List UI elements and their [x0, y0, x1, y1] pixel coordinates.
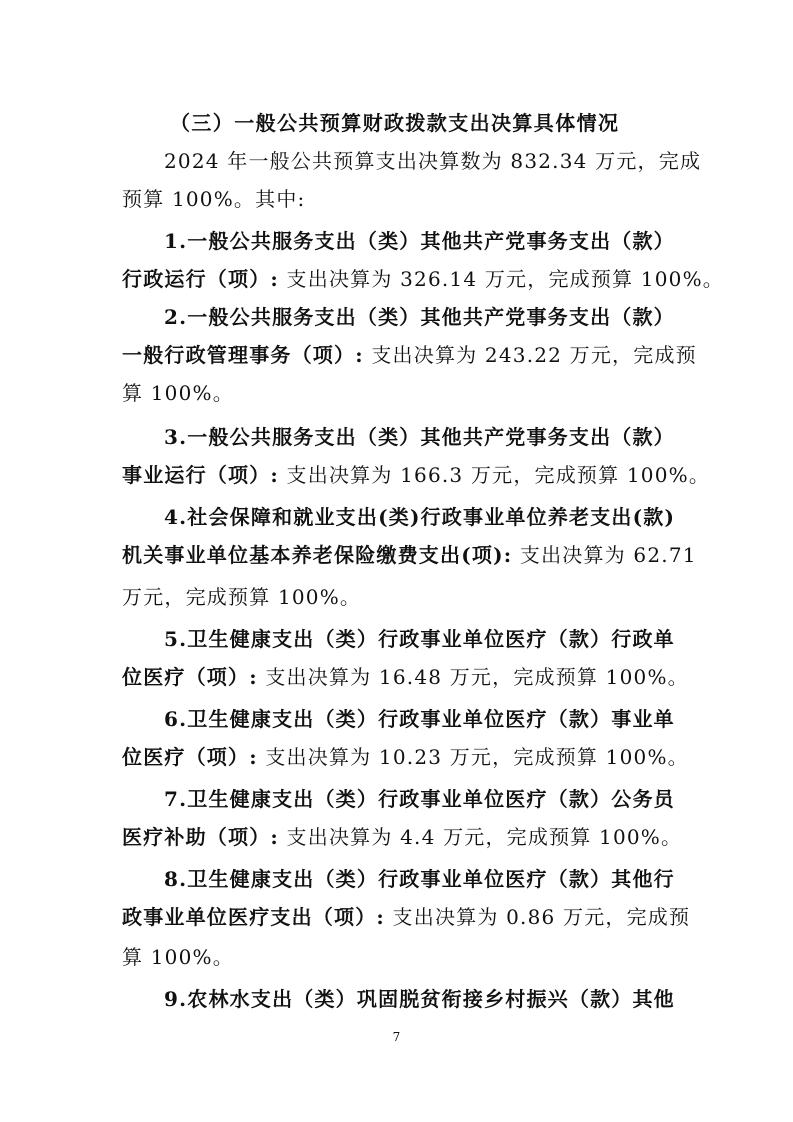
item-9-line-1: 9.农林水支出（类）巩固脱贫衔接乡村振兴（款）其他 [164, 987, 675, 1011]
item-8-line-2 [122, 904, 691, 930]
item-6-line-1: 6.卫生健康支出（类）行政事业单位医疗（款）事业单 [164, 707, 675, 731]
item-4-category: 机关事业单位基本养老保险缴费支出(项): [122, 543, 513, 567]
item-8-line-1: 8.卫生健康支出（类）行政事业单位医疗（款）其他行 [164, 867, 675, 891]
item-8-category: 政事业单位医疗支出（项）: [122, 905, 385, 929]
item-8-amount: 支出决算为 0.86 万元，完成预 [392, 905, 691, 929]
item-7-line-1: 7.卫生健康支出（类）行政事业单位医疗（款）公务员 [164, 787, 675, 811]
item-5-category: 位医疗（项）: [122, 665, 258, 689]
item-2-line-1: 2.一般公共服务支出（类）其他共产党事务支出（款） [164, 305, 675, 329]
item-4-amount: 支出决算为 62.71 [519, 543, 697, 567]
item-2-category: 一般行政管理事务（项）: [122, 343, 364, 367]
intro-line-1: 2024 年一般公共预算支出决算数为 832.34 万元，完成 [164, 149, 702, 173]
item-4-line-2 [122, 542, 697, 568]
page-number: 7 [392, 1030, 401, 1044]
item-8-line-3: 算 100%。 [122, 945, 234, 969]
item-5-line-2 [122, 664, 689, 690]
item-6-category: 位医疗（项）: [122, 745, 258, 769]
item-3-line-1: 3.一般公共服务支出（类）其他共产党事务支出（款） [164, 425, 675, 449]
section-heading: （三）一般公共预算财政拨款支出决算具体情况 [170, 111, 620, 135]
item-1-amount: 支出决算为 326.14 万元，完成预算 100%。 [286, 267, 724, 291]
item-2-line-3: 算 100%。 [122, 381, 234, 405]
item-4-line-3: 万元，完成预算 100%。 [122, 585, 362, 609]
item-6-amount: 支出决算为 10.23 万元，完成预算 100%。 [265, 745, 689, 769]
item-4-line-1: 4.社会保障和就业支出(类)行政事业单位养老支出(款) [164, 505, 676, 529]
item-7-amount: 支出决算为 4.4 万元，完成预算 100%。 [286, 825, 683, 849]
item-1-line-2 [122, 266, 724, 292]
item-2-line-2 [122, 342, 697, 368]
item-7-line-2 [122, 824, 682, 850]
item-6-line-2 [122, 744, 689, 770]
item-1-category: 行政运行（项）: [122, 267, 279, 291]
item-3-amount: 支出决算为 166.3 万元，完成预算 100%。 [286, 463, 711, 487]
item-3-category: 事业运行（项）: [122, 463, 279, 487]
item-1-line-1: 1.一般公共服务支出（类）其他共产党事务支出（款） [164, 229, 675, 253]
item-5-amount: 支出决算为 16.48 万元，完成预算 100%。 [265, 665, 689, 689]
item-5-line-1: 5.卫生健康支出（类）行政事业单位医疗（款）行政单 [164, 627, 675, 651]
intro-line-2: 预算 100%。其中: [122, 187, 306, 211]
item-2-amount: 支出决算为 243.22 万元，完成预 [371, 343, 697, 367]
item-3-line-2 [122, 462, 711, 488]
item-7-category: 医疗补助（项）: [122, 825, 279, 849]
